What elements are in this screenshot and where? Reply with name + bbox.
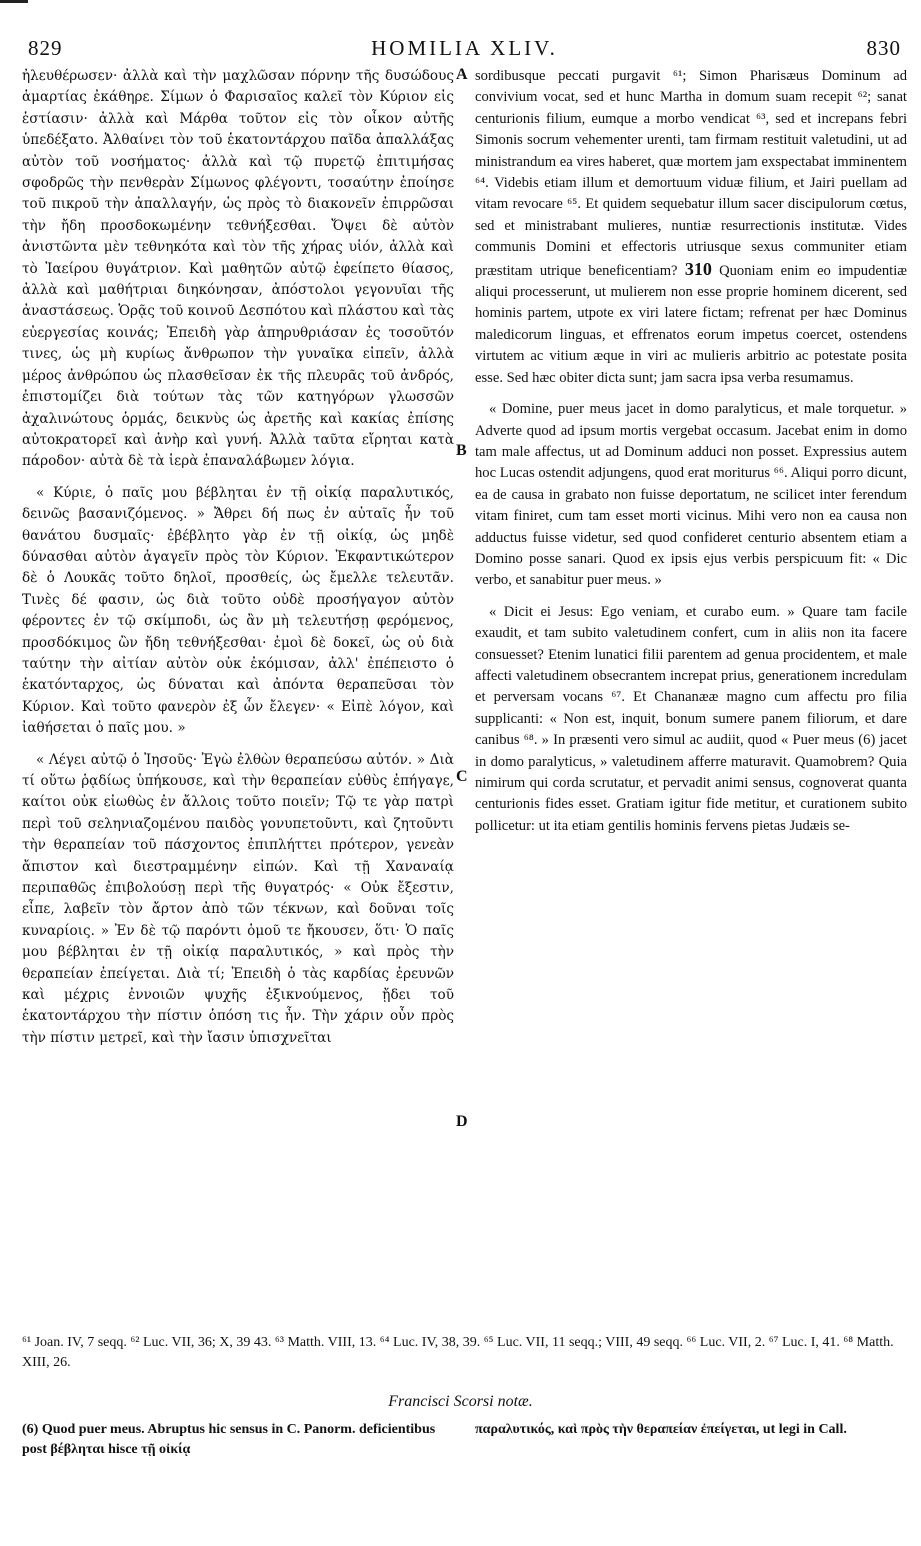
margin-letter-a: A [456, 66, 468, 83]
margin-letter-b: B [456, 442, 467, 459]
page-header [28, 34, 901, 62]
footnotes: ⁶¹ Joan. IV, 7 seqq. ⁶² Luc. VII, 36; X, 39 43. ⁶³ Matth. VIII, 13. ⁶⁴ Luc. IV, 38, 39. ⁶⁵ Luc. VII, 11 seqq.; VIII, 49 seqq. ⁶⁶ Luc. VII, 2. ⁶⁷ Luc. I, 41. ⁶⁸ Matth. XIII, 26. [22, 1335, 894, 1370]
notes-title: Francisci Scorsi notæ. [388, 1393, 533, 1410]
page-title: HOMILIA XLIV. [371, 35, 558, 60]
latin-paragraph-1 [475, 66, 907, 389]
margin-letter-c: C [456, 768, 468, 785]
margin-letter-d: D [456, 1113, 468, 1130]
latin-column [475, 66, 907, 1546]
latin-paragraph-2: « Domine, puer meus jacet in domo paralyticus, et male torquetur. » Adverte quod ad ipsum mortis vergebat occasum. Jacebat enim in domo tam male affectus, ut ad Dominum adduci non posset. Expressius autem hoc Lucas ostendit adjungens, quod erat moriturus ⁶⁶. Aliqui porro dicunt, ea de causa in grabato non fuisse deportatum, ne scilicet inter ferendum vitam finiret, cum tam esset morti vicinus. Mihi vero non ea causa non adductus fuisse videtur, sed quod confideret centurio absentem etiam a Domino posse sanari. Quod ex ipsis ejus verbis perspicuum fit: « Dic verbo, et sanabitur puer meus. » [475, 401, 907, 589]
latin-paragraph-1-text: sordibusque peccati purgavit ⁶¹; Simon Pharisæus Dominum ad convivium vocat, sed et hunc Martha in domum suam recepit ⁶²; sanat centurionis filium, eumque a morbo vendicat ⁶³, sed et increpans febri Simonis socrum vehementer urenti, tam firmam restituit valetudini, ut ad ministrandum ea vires haberet, quæ mortem jam exspectabat imminentem ⁶⁴. Videbis etiam illum et demortuum viduæ filium, et Jairi puellam ad vitam revocare ⁶⁵. Et quidem sequebatur illum sacer discipulorum cœtus, sed et ministrabant mulieres, nuntiæ resurrectionis institutæ. Vides communis Domini et effectoris utriusque sexus communiter etiam præstitam utrique beneficentiam? [475, 68, 907, 279]
latin-paragraph-3: « Dicit ei Jesus: Ego veniam, et curabo eum. » Quare tam facile exaudit, et tam subito valetudinem confert, cum in aliis non ita facere consuesset? Etenim lunatici filii parentem ad genua procidentem, et male affecti valetudinem obsecrantem increpat prius, generationem incredulam et perversam vocans ⁶⁷. Et Chananææ magno cum affectu pro filia supplicanti: « Non est, inquit, bonum sumere panem filiorum, et dare canibus ⁶⁸. » In præsenti vero simul ac audiit, quod « Puer meus (6) jacet in domo paralyticus, » valetudinem afferre maturavit. Quamobrem? Quia nimirum qui corda scrutatur, et pervadit animi sensus, cognoverat quanta centurionis fides esset. Gratiam igitur fide metitur, et curationem subito pollicetur: ut ita etiam gentilis hominis fervens pietas Judæis se- [475, 603, 907, 834]
scorsi-note-left: (6) Quod puer meus. Abruptus hic sensus in C. Panorm. deficientibus post βέβληται hisce τῇ οἰκίᾳ [22, 1422, 436, 1457]
greek-paragraph-1: ἠλευθέρωσεν· ἀλλὰ καὶ τὴν μαχλῶσαν πόρνην τῆς δυσώδους ἁμαρτίας ἐκάθηρε. Σίμων ὁ Φαρισαῖος καλεῖ τὸν Κύριον εἰς ἑστίασιν· ἀλλὰ καὶ Μάρθα τοῦτον εἰς τὸν οἶκον αὐτῆς ὑπεδέξατο. Ἀλθαίνει τὸν τοῦ ἑκατοντάρχου παῖδα ἀπαλλάξας αὐτὸν τοῦ νοσήματος· ἀλλὰ καὶ τῷ πυρετῷ ἐπιτιμήσας σφοδρῶς τὴν πενθερὰν Σίμωνος φλέγοντι, τοσαύτην ἐποίησε τοῦ πικροῦ τὴν ἀπαλλαγήν, ὡς πρὸς τὸ διακονεῖν ἐπιρρῶσαι τὴν ἤδη προσδοκωμένην τεθνήξεσθαι. Ὄψει δὲ αὐτὸν ἀνιστῶντα μὲν τεθνηκότα καὶ τὸν τῆς χήρας υἱόν, ἀλλὰ καὶ τὸ Ἰαείρου θυγάτριον. Καὶ μαθητῶν αὐτῷ ἐφείπετο θίασος, ἀλλὰ καὶ μαθήτριαι διηκόνησαν, ἀπόστολοι γεγονυῖαι τῆς ἀναστάσεως. Ὁρᾷς τοῦ κοινοῦ Δεσπότου καὶ πλάστου καὶ τὰς εὐεργεσίας κοινάς; Ἐπειδὴ γὰρ ἀπηρυθριάσαν ἐς τοσοῦτόν τινες, ὡς μὴ κυρίως ἄνθρωπον τὴν γυναῖκα εἰπεῖν, ἀλλὰ μέρος ἀνθρώπου ὡς πλασθεῖσαν ἐκ τῆς πλευρᾶς τοῦ ἀνδρός, ἐπιστομίζει διὰ τούτων τὰς τῶν κατηγόρων γλωσσῶν ἀχαλινώτους ὁρμάς, δεικνὺς ὡς ἀρετῆς καὶ κακίας ἐπίσης αὐτοκρατορεῖ καὶ ἀνὴρ καὶ γυνή. Ἀλλὰ ταῦτα εἴρηται κατὰ πάροδον· αὐτὰ δὲ τὰ ἱερὰ ἐπαναλάβωμεν λόγια. [22, 68, 454, 470]
top-rule [0, 0, 28, 3]
right-page-number: 830 [866, 35, 901, 60]
greek-column [22, 66, 454, 1546]
greek-paragraph-3: « Λέγει αὐτῷ ὁ Ἰησοῦς· Ἐγὼ ἐλθὼν θεραπεύσω αὐτόν. » Διὰ τί οὕτω ῥᾳδίως ὑπήκουσε, καὶ τὴν θεραπείαν εὐθὺς ἐπήγαγε, καίτοι οὐκ εἰωθὼς ἐν ἄλλοις τοῦτο ποιεῖν; Τῷ τε γὰρ πατρὶ περὶ τοῦ σεληνιαζομένου παιδὸς γονυπετοῦντι, καὶ ζητοῦντι τὴν θεραπείαν τοῦ πάσχοντος ἐπιπλήττει πρότερον, γενεὰν ἄπιστον καὶ διεστραμμένην εἰπών. Καὶ τῇ Χαναναίᾳ περιπαθῶς ἐπιβολούσῃ περὶ τῆς θυγατρός· « Οὐκ ἔξεστιν, εἶπε, λαβεῖν τὸν ἄρτον ἀπὸ τῶν τέκνων, καὶ δοῦναι τοῖς κυναρίοις. » Ἐν δὲ τῷ παρόντι ὁμοῦ τε ἤκουσεν, ὅτι· Ὁ παῖς μου βέβληται ἐν τῇ οἰκίᾳ παραλυτικός, » καὶ πρὸς τὴν θεραπείαν ἐπείγεται. Διὰ τί; Ἐπειδὴ ὁ τὰς καρδίας ἐρευνῶν καὶ μέχρις ἐννοιῶν ψυχῆς ἐξικνούμενος, ᾔδει τοῦ ἑκατοντάρχου τὴν πίστιν ὁπόση τις ἦν. Τὴν χάριν οὖν πρὸς τὴν πίστιν μετρεῖ, καὶ τὴν ἴασιν ὑπισχνεῖται [22, 751, 454, 1046]
scorsi-note-right: παραλυτικός, καὶ πρὸς τὴν θεραπείαν ἐπείγεται, ut legi in Call. [475, 1422, 847, 1437]
greek-paragraph-2: « Κύριε, ὁ παῖς μου βέβληται ἐν τῇ οἰκίᾳ παραλυτικός, δεινῶς βασανιζόμενος. » Ἄθρει δή πως ἐν αὐταῖς ἦν τοῦ θανάτου δυσμαῖς· ἐβέβλητο γὰρ ἐν τῇ οἰκίᾳ, ὡς μηδὲ δύνασθαι αὐτὸν ἀγαγεῖν πρὸς τὸν Κύριον. Ἐκφαντικώτερον δὲ ὁ Λουκᾶς τοῦτο δηλοῖ, προσθείς, ὡς ἔμελλε τελευτᾶν. Τινὲς δέ φασιν, ὡς διὰ τοῦτο οὐδὲ προσήγαγον αὐτὸν φέροντες ἐν τῷ σκίμποδι, ὡς ἂν μὴ τελευτήσῃ φερόμενος, προσδόκιμος ὢν ἤδη τεθνήξεσθαι· ἐμοὶ δὲ δοκεῖ, ὡς οὐ διὰ ταύτην τὴν αἰτίαν αὐτὸν οὐκ ἐκόμισαν, ἀλλ' ἐπέπειστο ὁ ἑκατόνταρχος, ὡς δύναται καὶ ἀπόντα θεραπεῦσαι τὸν Κύριον. Καὶ τοῦτο φανερὸν ἐξ ὧν ἔλεγεν· « Εἰπὲ λόγον, καὶ ἰαθήσεται ὁ παῖς μου. » [22, 484, 454, 737]
left-page-number: 829 [28, 35, 63, 60]
latin-paragraph-1-cont: Quoniam enim eo impudentiæ aliqui processerunt, ut mulierem non esse proprie hominem dicerent, sed hominis partem, utpote ex viri latere fictam; refrenat per hæc Dominus maledicorum linguas, et effrenatos eorum impetus coercet, ostendens virtutem ac vitium æque in viri ac mulieris arbitrio ac potestate posita esse. Sed hæc obiter dicta sunt; jam sacra ipsa verba resumamus. [475, 262, 907, 386]
column-number: 310 [684, 258, 712, 279]
